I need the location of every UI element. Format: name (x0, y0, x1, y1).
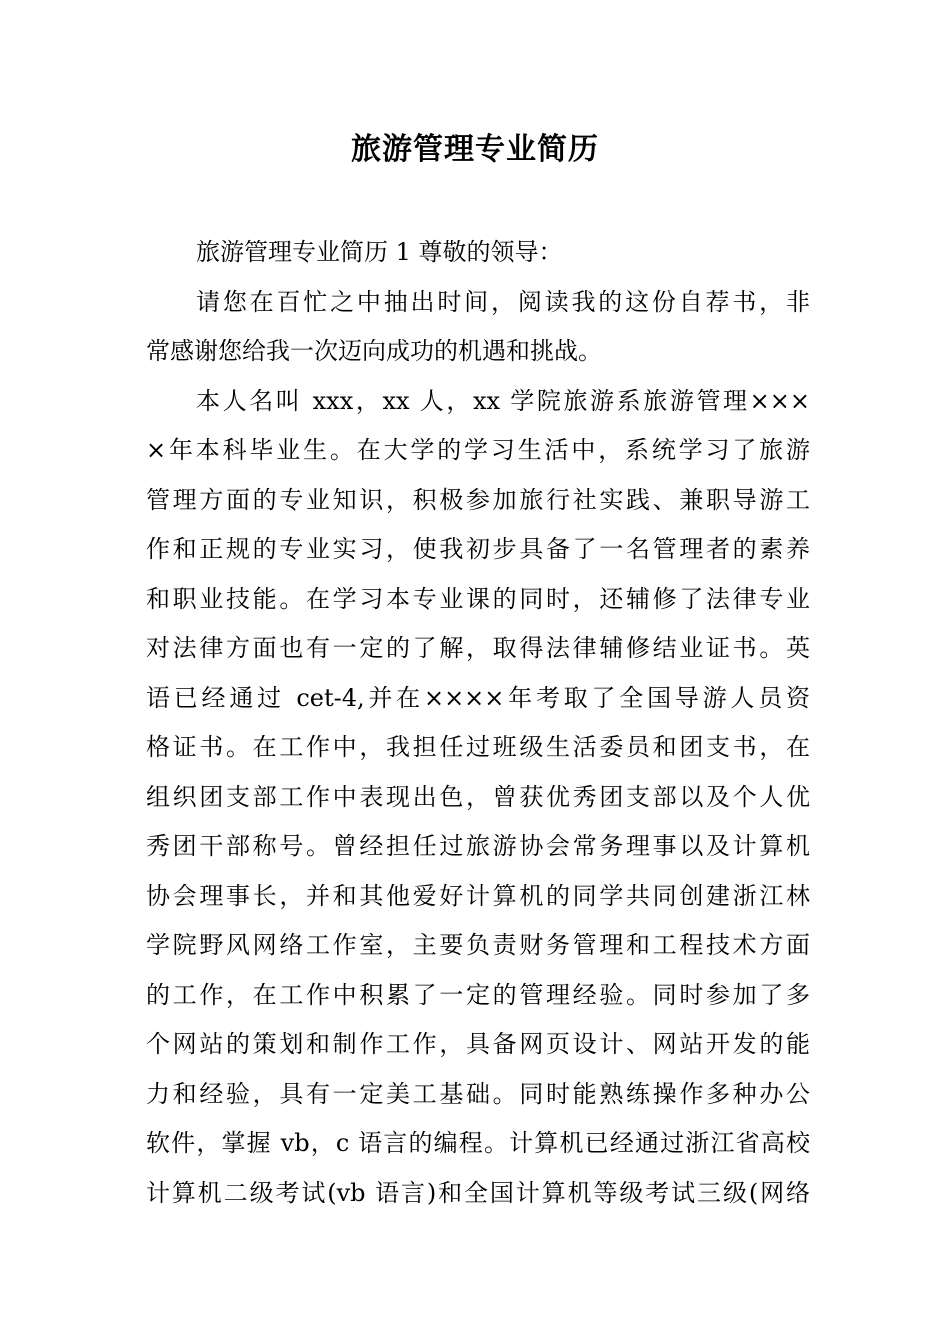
salutation-line: 旅游管理专业简历 1 尊敬的领导： (196, 238, 563, 266)
paragraph-line: 协会理事长，并和其他爱好计算机的同学共同创建浙江林 (146, 881, 810, 910)
paragraph-line: 计算机二级考试(vb 语言)和全国计算机等级考试三级(网络 (146, 1178, 810, 1207)
paragraph-line: 力和经验，具有一定美工基础。同时能熟练操作多种办公 (146, 1079, 810, 1108)
paragraph-line: 个网站的策划和制作工作，具备网页设计、网站开发的能 (146, 1030, 810, 1058)
paragraph-line: 秀团干部称号。曾经担任过旅游协会常务理事以及计算机 (146, 832, 810, 860)
paragraph-line: 格证书。在工作中，我担任过班级生活委员和团支书，在 (146, 733, 810, 761)
document-body (146, 228, 810, 1218)
paragraph-line: 的工作，在工作中积累了一定的管理经验。同时参加了多 (146, 980, 810, 1009)
paragraph-line: 对法律方面也有一定的了解，取得法律辅修结业证书。英 (146, 634, 810, 662)
document-title: 旅游管理专业简历 (351, 132, 599, 167)
paragraph-line: 常感谢您给我一次迈向成功的机遇和挑战。 (146, 337, 602, 365)
paragraph-line: 语已经通过 cet-4,并在××××年考取了全国导游人员资 (146, 683, 810, 712)
paragraph-line: 组织团支部工作中表现出色，曾获优秀团支部以及个人优 (146, 782, 810, 811)
paragraph-line: 学院野风网络工作室，主要负责财务管理和工程技术方面 (146, 931, 810, 959)
paragraph-line: 软件，掌握 vb，c 语言的编程。计算机已经通过浙江省高校 (146, 1129, 810, 1157)
paragraph-line: 本人名叫 xxx，xx 人，xx 学院旅游系旅游管理××× (196, 386, 810, 415)
paragraph-line: 作和正规的专业实习，使我初步具备了一名管理者的素养 (146, 535, 810, 563)
paragraph-line: 和职业技能。在学习本专业课的同时，还辅修了法律专业 (146, 584, 810, 613)
paragraph-line: 请您在百忙之中抽出时间，阅读我的这份自荐书，非 (196, 287, 810, 316)
paragraph-line: 管理方面的专业知识，积极参加旅行社实践、兼职导游工 (146, 485, 810, 514)
paragraph-line: ×年本科毕业生。在大学的学习生活中，系统学习了旅游 (146, 436, 810, 464)
